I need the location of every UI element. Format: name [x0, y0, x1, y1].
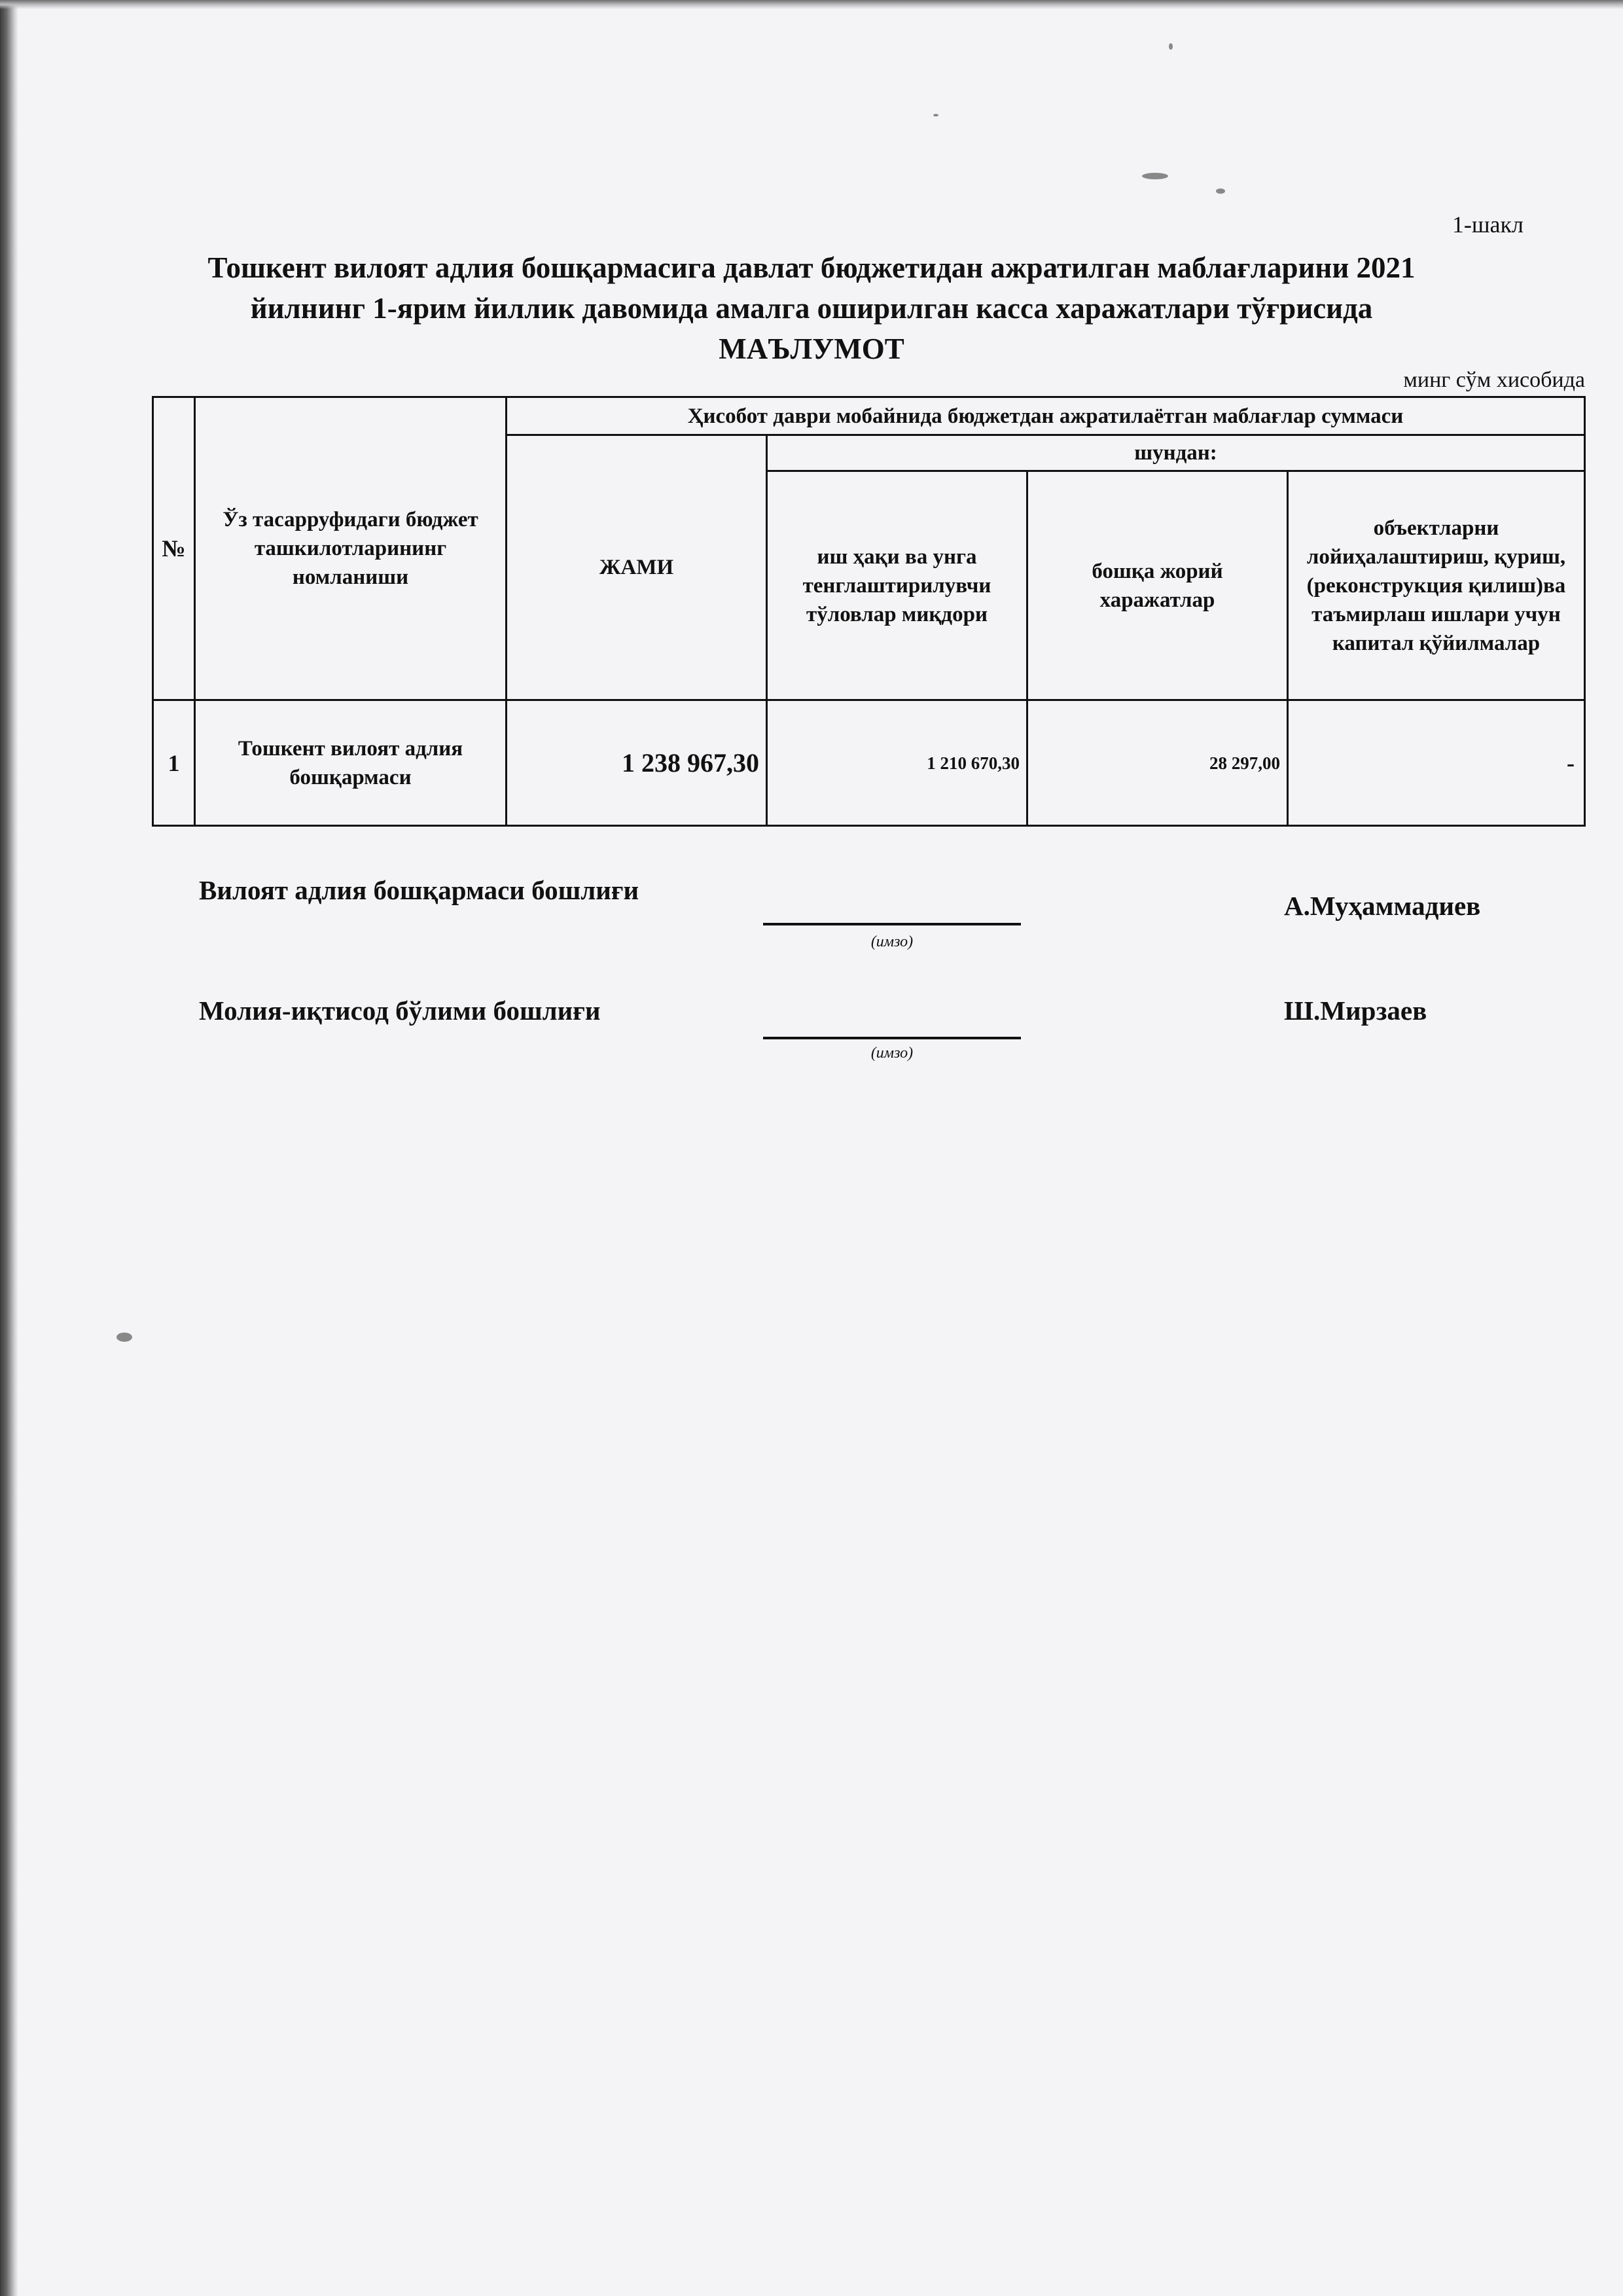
signature-name: Ш.Мирзаев — [1284, 996, 1427, 1026]
header-group: Ҳисобот даври мобайнида бюджетдан ажратилаётган маблағлар суммаси — [507, 397, 1585, 435]
title-line-3: МАЪЛУМОТ — [719, 332, 904, 365]
header-total: ЖАМИ — [507, 435, 767, 700]
signature-line — [763, 923, 1021, 925]
document-title — [157, 247, 1466, 369]
signature-title: Молия-иқтисод бўлими бошлиғи — [199, 996, 601, 1026]
header-number: № — [153, 397, 195, 700]
signature-title: Вилоят адлия бошқармаси бошлиғи — [199, 875, 639, 905]
header-of-which: шундан: — [767, 435, 1585, 471]
row-org-name: Тошкент вилоят адлия бошқармаси — [195, 700, 507, 826]
row-total: 1 238 967,30 — [507, 700, 767, 826]
row-other: 28 297,00 — [1027, 700, 1288, 826]
form-number: 1-шакл — [1452, 211, 1524, 238]
scan-edge-top — [0, 0, 1623, 9]
header-other: бошқа жорий харажатлар — [1027, 471, 1288, 700]
title-line-1: Тошкент вилоят адлия бошқармасига давлат бюджетидан ажратилган маблағларини 2021 — [207, 251, 1416, 284]
signature-caption: (имзо) — [870, 1045, 914, 1062]
scan-speck — [1169, 43, 1173, 50]
signature-caption: (имзо) — [870, 933, 914, 950]
row-salary: 1 210 670,30 — [767, 700, 1027, 826]
scan-speck — [116, 1333, 132, 1342]
scan-speck — [1216, 188, 1225, 194]
table-row — [153, 700, 1585, 826]
header-org-name: Ўз тасарруфидаги бюджет ташкилотларининг номланиши — [195, 397, 507, 700]
scan-speck — [933, 114, 938, 117]
scan-speck — [1142, 173, 1168, 179]
row-capital: - — [1288, 700, 1585, 826]
unit-note: минг сўм хисобида — [1403, 368, 1585, 392]
scan-edge-left — [0, 0, 18, 2296]
header-capital: объектларни лойиҳалаштириш, қуриш, (реконструкция қилиш)ва таъмирлаш ишлари учун капитал қўйилмалар — [1288, 471, 1585, 700]
row-number: 1 — [153, 700, 195, 826]
title-line-2: йилнинг 1-ярим йиллик давомида амалга оширилган касса харажатлари тўғрисида — [250, 292, 1373, 325]
signature-line — [763, 1037, 1021, 1039]
report-table — [152, 396, 1586, 827]
signature-name: А.Муҳаммадиев — [1284, 891, 1481, 921]
header-salary: иш ҳақи ва унга тенглаштирилувчи тўловлар миқдори — [767, 471, 1027, 700]
